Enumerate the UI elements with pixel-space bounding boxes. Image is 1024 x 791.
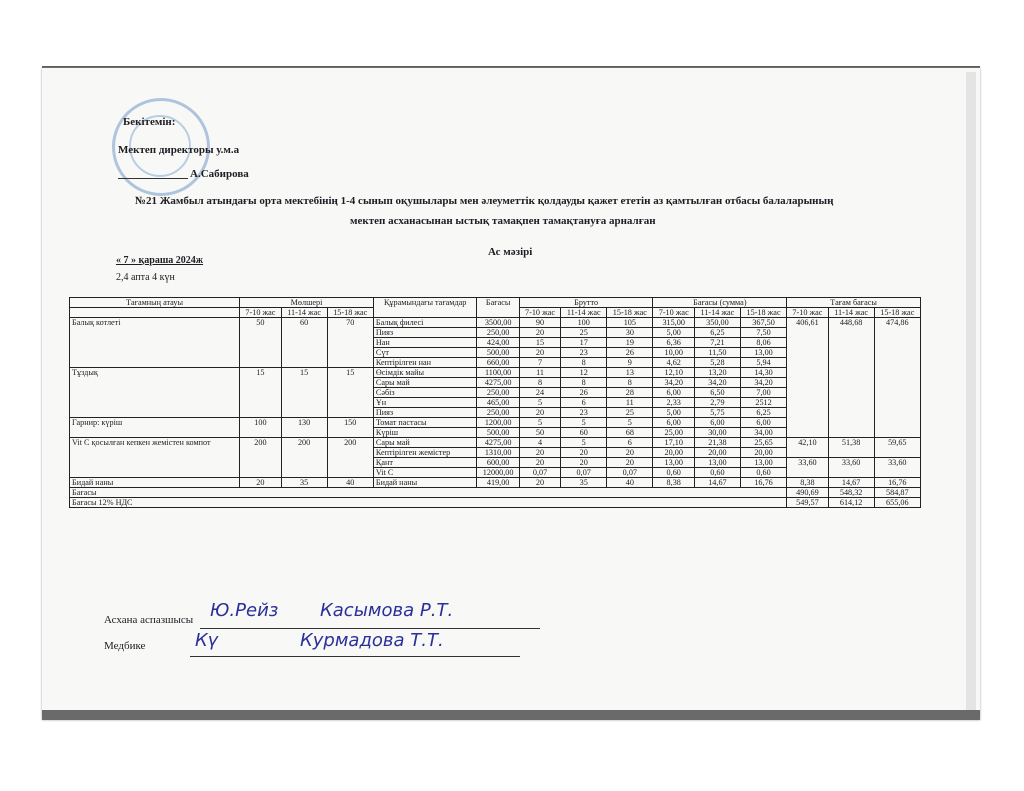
dish-amount: 200 [240, 438, 281, 478]
dish-total: 51,38 [828, 438, 874, 458]
ingredient-name: Томат пастасы [373, 418, 477, 428]
ingredient-value: 6,25 [740, 408, 786, 418]
summary-row [70, 498, 921, 508]
ingredient-value: 0,07 [607, 468, 653, 478]
ingredient-value: 23 [561, 408, 607, 418]
ingredient-value: 419,00 [477, 478, 519, 488]
blank-header [70, 308, 240, 318]
ingredient-value: 20 [607, 458, 653, 468]
dish-total: 8,38 [787, 478, 828, 488]
ingredient-value: 6,00 [653, 418, 694, 428]
dish-amount: 70 [327, 318, 373, 368]
ingredient-value: 19 [607, 338, 653, 348]
table-row [70, 318, 921, 328]
col-sum: Бағасы (сумма) [653, 298, 787, 308]
ingredient-value: 30,00 [694, 428, 740, 438]
ingredient-value: 13,00 [653, 458, 694, 468]
col-amount: Мөлшері [240, 298, 374, 308]
dish-amount: 20 [240, 478, 281, 488]
ingredient-value: 24 [519, 388, 560, 398]
ingredient-value: 6,25 [694, 328, 740, 338]
ingredient-value: 16,76 [740, 478, 786, 488]
approval-name: А.Сабирова [190, 168, 249, 180]
ingredient-value: 6,36 [653, 338, 694, 348]
col-age-3: 15-18 жас [327, 308, 373, 318]
ingredient-value: 13,00 [694, 458, 740, 468]
col-total-age-3: 15-18 жас [874, 308, 920, 318]
ingredient-value: 13,00 [740, 458, 786, 468]
ingredient-value: 6,50 [694, 388, 740, 398]
cook-handwritten-signature: Ю.Рейз [210, 600, 279, 621]
ingredient-value: 25,65 [740, 438, 786, 448]
ingredient-value: 20,00 [740, 448, 786, 458]
approval-label: Бекітемін: [123, 116, 176, 128]
ingredient-value: 28 [607, 388, 653, 398]
summary-value: 548,32 [828, 488, 874, 498]
ingredient-value: 6,00 [653, 388, 694, 398]
col-ingredients: Құрамындағы тағамдар [373, 298, 477, 318]
summary-value: 549,57 [787, 498, 828, 508]
ingredient-value: 9 [607, 358, 653, 368]
ingredient-value: 90 [519, 318, 560, 328]
col-total-age-2: 11-14 жас [828, 308, 874, 318]
dish-total: 14,67 [828, 478, 874, 488]
ingredient-value: 25 [561, 328, 607, 338]
dish-total: 42,10 [787, 438, 828, 458]
dish-name: Балық котлеті [70, 318, 240, 368]
ingredient-value: 34,00 [740, 428, 786, 438]
nurse-handwritten-signature: Кү [195, 630, 219, 651]
dish-total: 33,60 [828, 458, 874, 478]
ingredient-value: 250,00 [477, 328, 519, 338]
ingredient-value: 4 [519, 438, 560, 448]
cook-label: Асхана аспазшысы [104, 614, 194, 626]
ingredient-value: 5,28 [694, 358, 740, 368]
dish-name: Vit C қосылған кепкен жемістен компот [70, 438, 240, 478]
ingredient-value: 20 [519, 458, 560, 468]
col-brutto-age-1: 7-10 жас [519, 308, 560, 318]
ingredient-value: 5,00 [653, 328, 694, 338]
ingredient-value: 7,00 [740, 388, 786, 398]
ingredient-value: 424,00 [477, 338, 519, 348]
ingredient-value: 1200,00 [477, 418, 519, 428]
col-age-1: 7-10 жас [240, 308, 281, 318]
ingredient-name: Қант [373, 458, 477, 468]
ingredient-value: 4,62 [653, 358, 694, 368]
ingredient-value: 500,00 [477, 428, 519, 438]
ingredient-value: 8 [561, 358, 607, 368]
ingredient-value: 1100,00 [477, 368, 519, 378]
ingredient-value: 465,00 [477, 398, 519, 408]
ingredient-name: Күріш [373, 428, 477, 438]
scan-edge-right [966, 72, 976, 712]
ingredient-value: 20 [519, 478, 560, 488]
dish-amount: 35 [281, 478, 327, 488]
ingredient-value: 11 [519, 368, 560, 378]
ingredient-name: Балық филесі [373, 318, 477, 328]
ingredient-value: 23 [561, 348, 607, 358]
ingredient-value: 0,60 [694, 468, 740, 478]
ingredient-value: 2512 [740, 398, 786, 408]
ingredient-value: 20,00 [653, 448, 694, 458]
table-row [70, 438, 921, 448]
summary-value: 655,06 [874, 498, 920, 508]
dish-amount: 200 [327, 438, 373, 478]
cook-signature-line [200, 628, 540, 629]
dish-total: 16,76 [874, 478, 920, 488]
ingredient-value: 5,94 [740, 358, 786, 368]
ingredient-value: 20 [519, 408, 560, 418]
summary-row [70, 488, 921, 498]
col-dish: Тағамның атауы [70, 298, 240, 308]
ingredient-value: 8 [561, 378, 607, 388]
scan-edge-bottom [42, 710, 980, 720]
col-brutto-age-3: 15-18 жас [607, 308, 653, 318]
ingredient-value: 6,00 [740, 418, 786, 428]
ingredient-value: 17,10 [653, 438, 694, 448]
table-row [70, 478, 921, 488]
dish-total: 33,60 [787, 458, 828, 478]
ingredient-name: Ұн [373, 398, 477, 408]
ingredient-value: 40 [607, 478, 653, 488]
ingredient-value: 4275,00 [477, 378, 519, 388]
approval-position: Мектеп директоры у.м.а [118, 144, 240, 156]
dish-amount: 50 [240, 318, 281, 368]
ingredient-value: 20,00 [694, 448, 740, 458]
dish-amount: 130 [281, 418, 327, 438]
ingredient-value: 4275,00 [477, 438, 519, 448]
nurse-name-handwritten: Курмадова Т.Т. [300, 630, 444, 651]
ingredient-value: 12000,00 [477, 468, 519, 478]
dish-total: 448,68 [828, 318, 874, 438]
ingredient-name: Сары май [373, 378, 477, 388]
dish-amount: 15 [281, 368, 327, 418]
dish-amount: 100 [240, 418, 281, 438]
ingredient-value: 5 [607, 418, 653, 428]
ingredient-name: Бидай наны [373, 478, 477, 488]
col-brutto: Брутто [519, 298, 653, 308]
dish-amount: 15 [327, 368, 373, 418]
ingredient-value: 350,00 [694, 318, 740, 328]
col-total-age-1: 7-10 жас [787, 308, 828, 318]
dish-amount: 15 [240, 368, 281, 418]
ingredient-name: Сүт [373, 348, 477, 358]
ingredient-value: 5 [519, 418, 560, 428]
ingredient-value: 68 [607, 428, 653, 438]
ingredient-value: 20 [519, 348, 560, 358]
title-line-2: мектеп асханасынан ыстық тамақпен тамақтануға арналған [350, 215, 656, 227]
ingredient-value: 60 [561, 428, 607, 438]
col-dish-price: Тағам бағасы [787, 298, 921, 308]
nurse-signature-line [190, 656, 520, 657]
ingredient-value: 315,00 [653, 318, 694, 328]
ingredient-value: 3500,00 [477, 318, 519, 328]
approval-signature-line [118, 178, 188, 179]
ingredient-name: Пияз [373, 328, 477, 338]
title-line-1: №21 Жамбыл атындағы орта мектебінің 1-4 сынып оқушылары мен әлеуметтік қолдауды қажет ететін аз қамтылған отбасы балаларының [135, 195, 834, 207]
ingredient-value: 34,20 [694, 378, 740, 388]
ingredient-value: 14,30 [740, 368, 786, 378]
ingredient-value: 20 [561, 458, 607, 468]
ingredient-value: 13 [607, 368, 653, 378]
ingredient-name: Vit C [373, 468, 477, 478]
col-brutto-age-2: 11-14 жас [561, 308, 607, 318]
ingredient-name: Кептірілген жемістер [373, 448, 477, 458]
ingredient-value: 8 [519, 378, 560, 388]
ingredient-value: 26 [561, 388, 607, 398]
dish-name: Гарнир: күріш [70, 418, 240, 438]
ingredient-name: Кептірілген нан [373, 358, 477, 368]
ingredient-value: 5,75 [694, 408, 740, 418]
ingredient-value: 660,00 [477, 358, 519, 368]
ingredient-value: 100 [561, 318, 607, 328]
dish-amount: 40 [327, 478, 373, 488]
summary-label: Бағасы [70, 488, 787, 498]
ingredient-value: 34,20 [653, 378, 694, 388]
ingredient-value: 13,00 [740, 348, 786, 358]
ingredient-value: 17 [561, 338, 607, 348]
ingredient-value: 13,20 [694, 368, 740, 378]
ingredient-value: 15 [519, 338, 560, 348]
dish-amount: 150 [327, 418, 373, 438]
ingredient-value: 25,00 [653, 428, 694, 438]
ingredient-name: Сары май [373, 438, 477, 448]
ingredient-value: 1310,00 [477, 448, 519, 458]
summary-label: Бағасы 12% НДС [70, 498, 787, 508]
ingredient-value: 7,21 [694, 338, 740, 348]
menu-table [69, 297, 921, 508]
col-sum-age-1: 7-10 жас [653, 308, 694, 318]
ingredient-value: 5 [561, 418, 607, 428]
ingredient-value: 105 [607, 318, 653, 328]
ingredient-value: 20 [519, 448, 560, 458]
ingredient-value: 12 [561, 368, 607, 378]
nurse-label: Медбике [104, 640, 146, 652]
dish-name: Тұздық [70, 368, 240, 418]
menu-date: « 7 » қараша 2024ж [116, 255, 204, 266]
ingredient-value: 30 [607, 328, 653, 338]
title-line-3: Ас мәзірі [488, 246, 533, 258]
col-sum-age-3: 15-18 жас [740, 308, 786, 318]
ingredient-value: 11 [607, 398, 653, 408]
ingredient-value: 0,07 [519, 468, 560, 478]
ingredient-value: 20 [561, 448, 607, 458]
ingredient-value: 5 [519, 398, 560, 408]
ingredient-value: 11,50 [694, 348, 740, 358]
ingredient-value: 5 [561, 438, 607, 448]
ingredient-value: 25 [607, 408, 653, 418]
col-age-2: 11-14 жас [281, 308, 327, 318]
ingredient-value: 20 [519, 328, 560, 338]
ingredient-value: 2,33 [653, 398, 694, 408]
dish-name: Бидай наны [70, 478, 240, 488]
ingredient-value: 12,10 [653, 368, 694, 378]
ingredient-value: 21,38 [694, 438, 740, 448]
ingredient-value: 8 [607, 378, 653, 388]
ingredient-value: 6 [607, 438, 653, 448]
ingredient-value: 35 [561, 478, 607, 488]
col-sum-age-2: 11-14 жас [694, 308, 740, 318]
dish-amount: 60 [281, 318, 327, 368]
ingredient-value: 7 [519, 358, 560, 368]
dish-total: 406,61 [787, 318, 828, 438]
cook-name-handwritten: Касымова Р.Т. [320, 600, 454, 621]
ingredient-value: 2,79 [694, 398, 740, 408]
ingredient-value: 34,20 [740, 378, 786, 388]
dish-total: 33,60 [874, 458, 920, 478]
ingredient-name: Нан [373, 338, 477, 348]
ingredient-value: 50 [519, 428, 560, 438]
summary-value: 584,87 [874, 488, 920, 498]
ingredient-value: 500,00 [477, 348, 519, 358]
ingredient-value: 367,50 [740, 318, 786, 328]
summary-value: 614,12 [828, 498, 874, 508]
ingredient-value: 5,00 [653, 408, 694, 418]
summary-value: 490,69 [787, 488, 828, 498]
col-price: Бағасы [477, 298, 519, 318]
ingredient-value: 8,38 [653, 478, 694, 488]
ingredient-value: 7,50 [740, 328, 786, 338]
ingredient-name: Өсімдік майы [373, 368, 477, 378]
ingredient-name: Сәбіз [373, 388, 477, 398]
ingredient-value: 0,60 [653, 468, 694, 478]
ingredient-value: 600,00 [477, 458, 519, 468]
ingredient-value: 8,06 [740, 338, 786, 348]
menu-week: 2,4 апта 4 күн [116, 272, 175, 283]
ingredient-value: 6,00 [694, 418, 740, 428]
ingredient-value: 0,07 [561, 468, 607, 478]
ingredient-value: 6 [561, 398, 607, 408]
ingredient-value: 10,00 [653, 348, 694, 358]
dish-amount: 200 [281, 438, 327, 478]
dish-total: 474,86 [874, 318, 920, 438]
ingredient-value: 250,00 [477, 408, 519, 418]
ingredient-value: 20 [607, 448, 653, 458]
dish-total: 59,65 [874, 438, 920, 458]
ingredient-name: Пияз [373, 408, 477, 418]
ingredient-value: 14,67 [694, 478, 740, 488]
ingredient-value: 250,00 [477, 388, 519, 398]
ingredient-value: 0,60 [740, 468, 786, 478]
ingredient-value: 26 [607, 348, 653, 358]
